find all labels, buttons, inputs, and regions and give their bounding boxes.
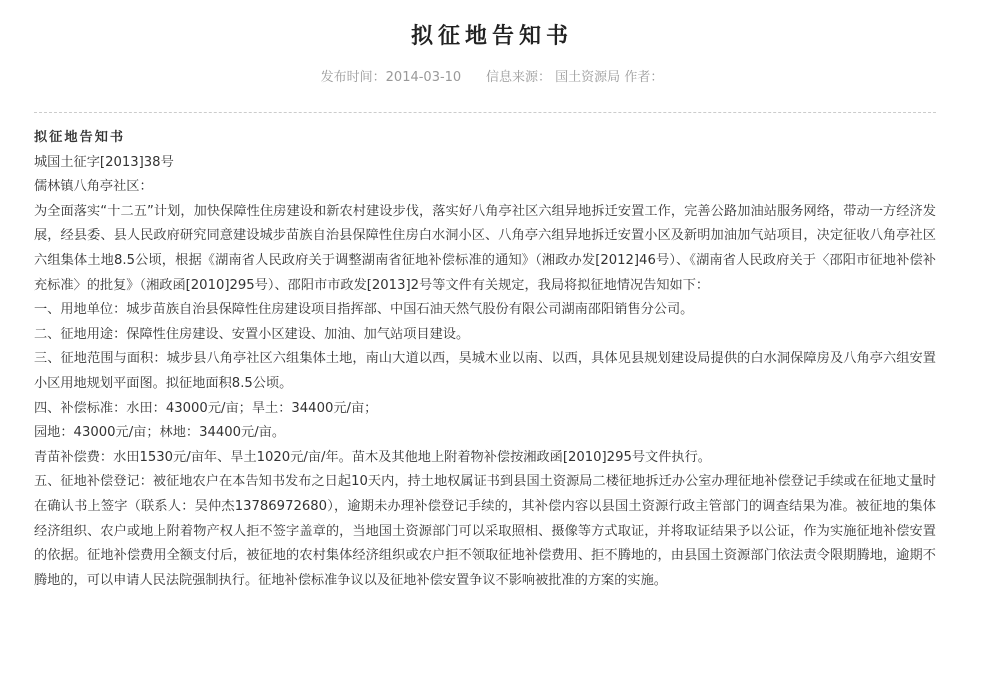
section-land-scope: 三、征地范围与面积：城步县八角亭社区六组集体土地，南山大道以西，昊城木业以南、以西，具体见县规划建设局提供的白水洞保障房及八角亭六组安置小区用地规划平面图。拟征地面积8.5公顷。 bbox=[34, 351, 936, 391]
document-number: 城国土征字[2013]38号 bbox=[34, 154, 174, 170]
article-meta bbox=[0, 68, 984, 88]
addressee: 儒林镇八角亭社区： bbox=[34, 179, 153, 195]
compensation-crops: 青苗补偿费：水田1530元/亩年、旱土1020元/亩/年。苗木及其他地上附着物补偿按湘政函[2010]295号文件执行。 bbox=[34, 449, 711, 465]
meta-divider bbox=[34, 112, 936, 113]
section-compensation-standard: 四、补偿标准：水田：43000元/亩；旱土：34400元/亩； bbox=[34, 400, 378, 416]
section-compensation-registration: 五、征地补偿登记：被征地农户在本告知书发布之日起10天内，持土地权属证书到县国土资源局二楼征地拆迁办公室办理征地补偿登记手续或在征地丈量时在确认书上签字（联系人：吴仲杰13786972680），逾期未办理补偿登记手续的，其补偿内容以县国土资源行政主管部门的调查结果为准。被征地的集体经济组织、农户或地上附着物产权人拒不签字盖章的，当地国土资源部门可以采取照相、摄像等方式取证，并将取证结果予以公证，作为实施征地补偿安置的依据。征地补偿费用全额支付后，被征地的农村集体经济组织或农户拒不领取征地补偿费用、拒不腾地的，由县国土资源部门依法责令限期腾地，逾期不腾地的，可以申请人民法院强制执行。征地补偿标准争议以及征地补偿安置争议不影响被批准的方案的实施。 bbox=[34, 474, 936, 588]
article-title: 拟征地告知书 bbox=[410, 24, 573, 49]
article-body bbox=[34, 126, 936, 593]
intro-paragraph: 为全面落实“十二五”计划，加快保障性住房建设和新农村建设步伐，落实好八角亭社区六组异地拆迁安置工作，完善公路加油站服务网络，带动一方经济发展，经县委、县人民政府研究同意建设城步苗族自治县保障性住房白水洞小区、八角亭六组异地拆迁安置小区及新明加油加气站项目，决定征收八角亭社区六组集体土地8.5公顷，根据《湖南省人民政府关于调整湖南省征地补偿标准的通知》（湘政办发[2012]46号）、《湖南省人民政府关于〈邵阳市征地补偿补充标准〉的批复》（湘政函[2010]295号）、邵阳市市政发[2013]2号等文件有关规定，我局将拟征地情况告知如下： bbox=[34, 203, 936, 293]
section-land-purpose: 二、征地用途：保障性住房建设、安置小区建设、加油、加气站项目建设。 bbox=[34, 326, 470, 342]
publish-label: 发布时间： bbox=[320, 70, 386, 85]
section-land-user: 一、用地单位：城步苗族自治县保障性住房建设项目指挥部、中国石油天然气股份有限公司湖南邵阳销售分公司。 bbox=[34, 302, 694, 318]
publish-date: 2014-03-10 bbox=[385, 70, 462, 85]
author-label: 作者： bbox=[624, 70, 664, 85]
source-label: 信息来源： bbox=[486, 70, 552, 85]
body-heading: 拟征地告知书 bbox=[34, 130, 126, 145]
source-name: 国土资源局 bbox=[555, 70, 621, 85]
compensation-garden-forest: 园地：43000元/亩；林地：34400元/亩。 bbox=[34, 425, 286, 441]
